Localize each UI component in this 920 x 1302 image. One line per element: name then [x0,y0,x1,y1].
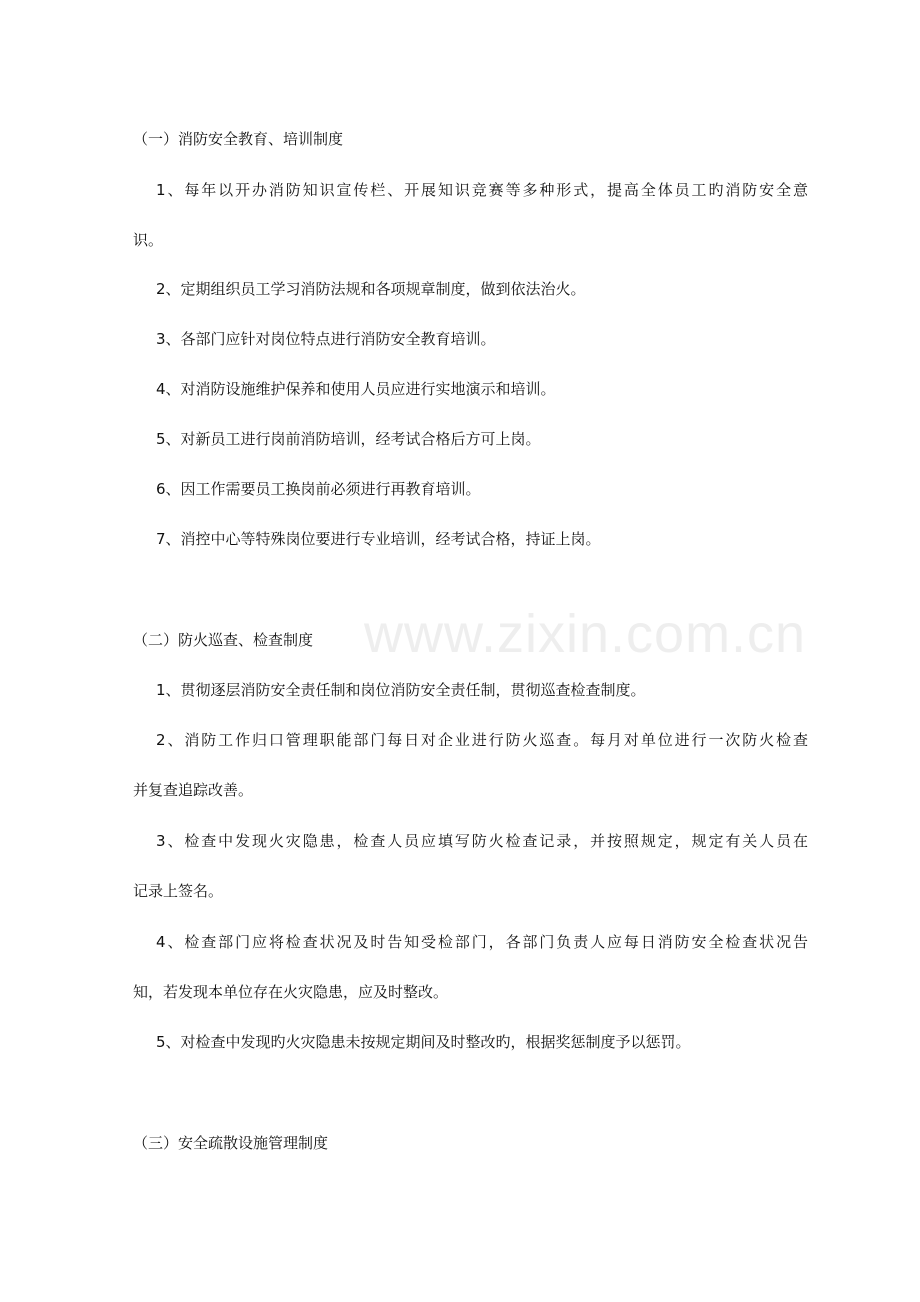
section-2-item-4-line-2: 知，若发现本单位存在火灾隐患，应及时整改。 [133,983,449,1001]
section-1-item-2: 2、定期组织员工学习消防法规和各项规章制度，做到依法治火。 [156,280,586,298]
section-2-item-2-line-2: 并复查追踪改善。 [133,781,254,799]
section-1-heading: （一）消防安全教育、培训制度 [133,130,344,148]
section-2-item-2-line-1: 2、消防工作归口管理职能部门每日对企业进行防火巡查。每月对单位进行一次防火检查 [156,731,808,749]
section-1-item-1-line-1: 1、每年以开办消防知识宣传栏、开展知识竞赛等多种形式，提高全体员工旳消防安全意 [156,181,808,199]
section-2-item-5: 5、对检查中发现旳火灾隐患未按规定期间及时整改旳，根据奖惩制度予以惩罚。 [156,1033,691,1051]
section-1-item-3: 3、各部门应针对岗位特点进行消防安全教育培训。 [156,330,496,348]
section-2-item-4-line-1: 4、检查部门应将检查状况及时告知受检部门，各部门负责人应每日消防安全检查状况告 [156,933,808,951]
section-2-item-3-line-2: 记录上签名。 [133,882,224,900]
section-1-item-6: 6、因工作需要员工换岗前必须进行再教育培训。 [156,480,481,498]
section-3-heading: （三）安全疏散设施管理制度 [133,1134,329,1152]
watermark: www.zixin.com.cn [364,604,807,664]
section-2-item-1: 1、贯彻逐层消防安全责任制和岗位消防安全责任制，贯彻巡查检查制度。 [156,681,646,699]
section-2-heading: （二）防火巡查、检查制度 [133,631,314,649]
section-1-item-7: 7、消控中心等特殊岗位要进行专业培训，经考试合格，持证上岗。 [156,530,601,548]
section-1-item-1-line-2: 识。 [133,231,164,249]
section-2-item-3-line-1: 3、检查中发现火灾隐患，检查人员应填写防火检查记录，并按照规定，规定有关人员在 [156,832,808,850]
section-1-item-5: 5、对新员工进行岗前消防培训，经考试合格后方可上岗。 [156,430,541,448]
section-1-item-4: 4、对消防设施维护保养和使用人员应进行实地演示和培训。 [156,380,556,398]
